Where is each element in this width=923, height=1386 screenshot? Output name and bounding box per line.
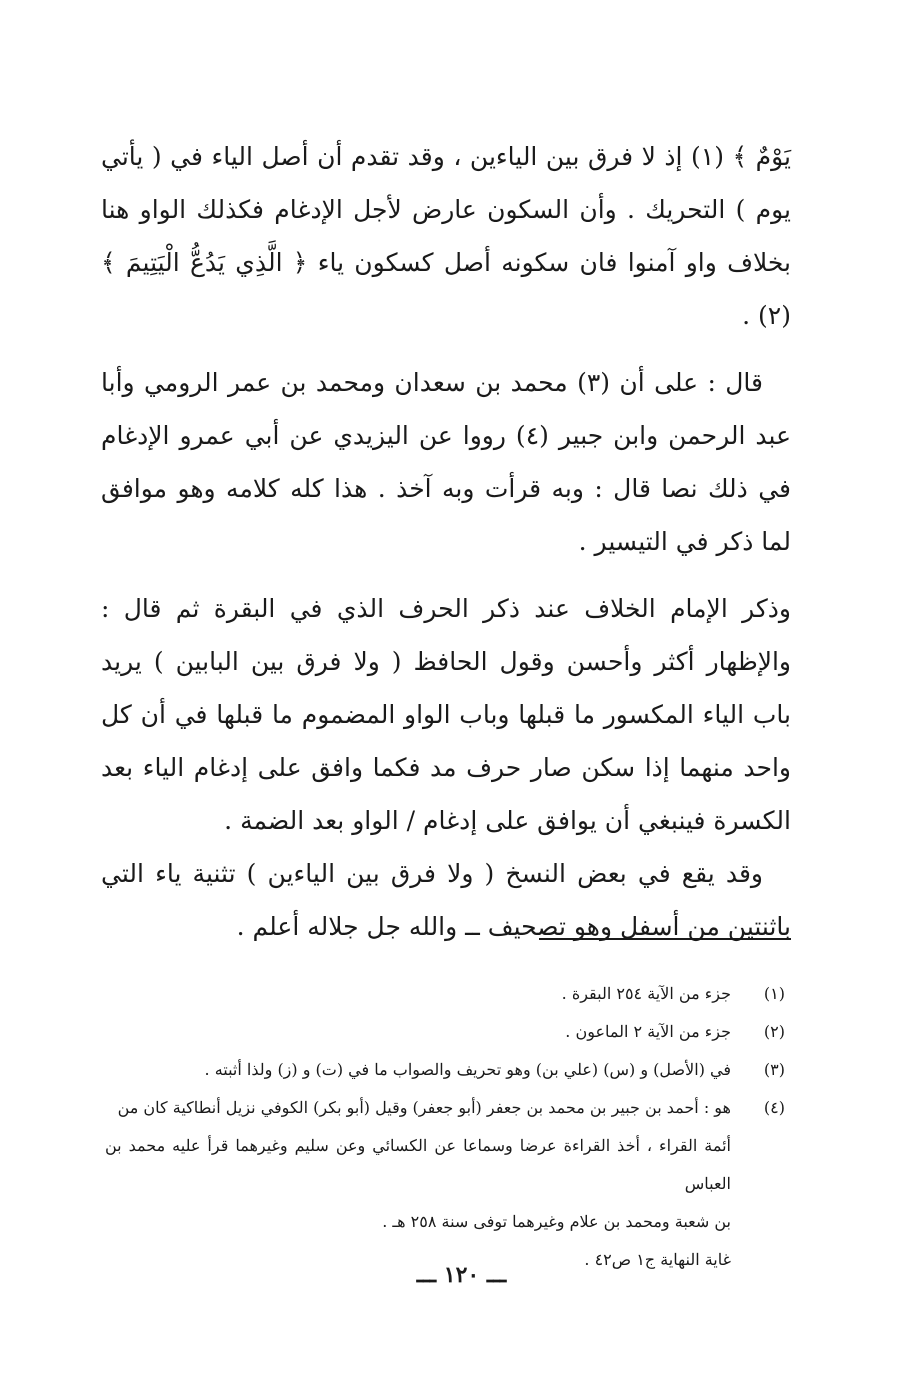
footnote-number: (١) bbox=[763, 984, 785, 1003]
footnote-1 bbox=[105, 975, 785, 1013]
footnote-text-line-3: بن شعبة ومحمد بن علام وغيرهما توفى سنة ٢٥٨ هـ . bbox=[382, 1212, 731, 1231]
footnote-4 bbox=[105, 1089, 785, 1279]
footnote-text: في (الأصل) و (س) (علي بن) وهو تحريف والصواب ما في (ت) و (ز) ولذا أثبته . bbox=[204, 1060, 731, 1079]
footnote-number: (٤) bbox=[763, 1098, 785, 1117]
paragraph-4: وقد يقع في بعض النسخ ( ولا فرق بين الياءين ) تثنية ياء التي باثنتين من أسفل وهو تصحيف ــ والله جل جلاله أعلم . bbox=[101, 859, 791, 941]
paragraph-3: وذكر الإمام الخلاف عند ذكر الحرف الذي في البقرة ثم قال : والإظهار أكثر وأحسن وقول الحافظ ( ولا فرق بين البابين ) يريد باب الياء المكسور ما قبلها وباب الواو المضموم ما قبلها في أن كل واحد منهما إذا سكن صار حرف مد فكما وافق على إدغام الياء بعد الكسرة فينبغي أن يوافق على إدغام / الواو بعد الضمة . bbox=[101, 594, 791, 835]
footnote-number: (٢) bbox=[763, 1022, 785, 1041]
footnotes bbox=[105, 975, 785, 1279]
footnote-3 bbox=[105, 1051, 785, 1089]
page-number: ـــ ١٢٠ ـــ bbox=[416, 1262, 507, 1288]
footnote-number: (٣) bbox=[763, 1060, 785, 1079]
footnote-source-line: غاية النهاية ج١ ص٤٢ . bbox=[584, 1250, 731, 1269]
footnote-separator bbox=[539, 938, 791, 940]
footnote-text-line-1: هو : أحمد بن جبير بن محمد بن جعفر (أبو جعفر) وقيل (أبو بكر) الكوفي نزيل أنطاكية كان من bbox=[117, 1098, 731, 1117]
footnote-2 bbox=[105, 1013, 785, 1051]
footnote-text-line-2: أئمة القراء ، أخذ القراءة عرضا وسماعا عن الكسائي وعن سليم وغيرهما قرأ عليه محمد بن العباس bbox=[105, 1136, 731, 1193]
paragraph-2: قال : على أن (٣) محمد بن سعدان ومحمد بن عمر الرومي وأبا عبد الرحمن وابن جبير (٤) رووا عن اليزيدي عن أبي عمرو الإدغام في ذلك نصا قال : وبه قرأت وبه آخذ . هذا كله كلامه وهو موافق لما ذكر في التيسير . bbox=[101, 368, 792, 556]
paragraph-1: يَوْمٌ ﴾ (١) إذ لا فرق بين الياءين ، وقد تقدم أن أصل الياء في ( يأتي يوم ) التحريك . وأن السكون عارض لأجل الإدغام فكذلك الواو هنا بخلاف واو آمنوا فان سكونه أصل كسكون ياء ﴿ الَّذِي يَدُعُّ الْيَتِيمَ ﴾ (٢) . bbox=[101, 142, 791, 330]
footnote-text: جزء من الآية ٢ الماعون . bbox=[565, 1022, 731, 1041]
main-text bbox=[101, 130, 791, 967]
footnote-text: جزء من الآية ٢٥٤ البقرة . bbox=[561, 984, 731, 1003]
